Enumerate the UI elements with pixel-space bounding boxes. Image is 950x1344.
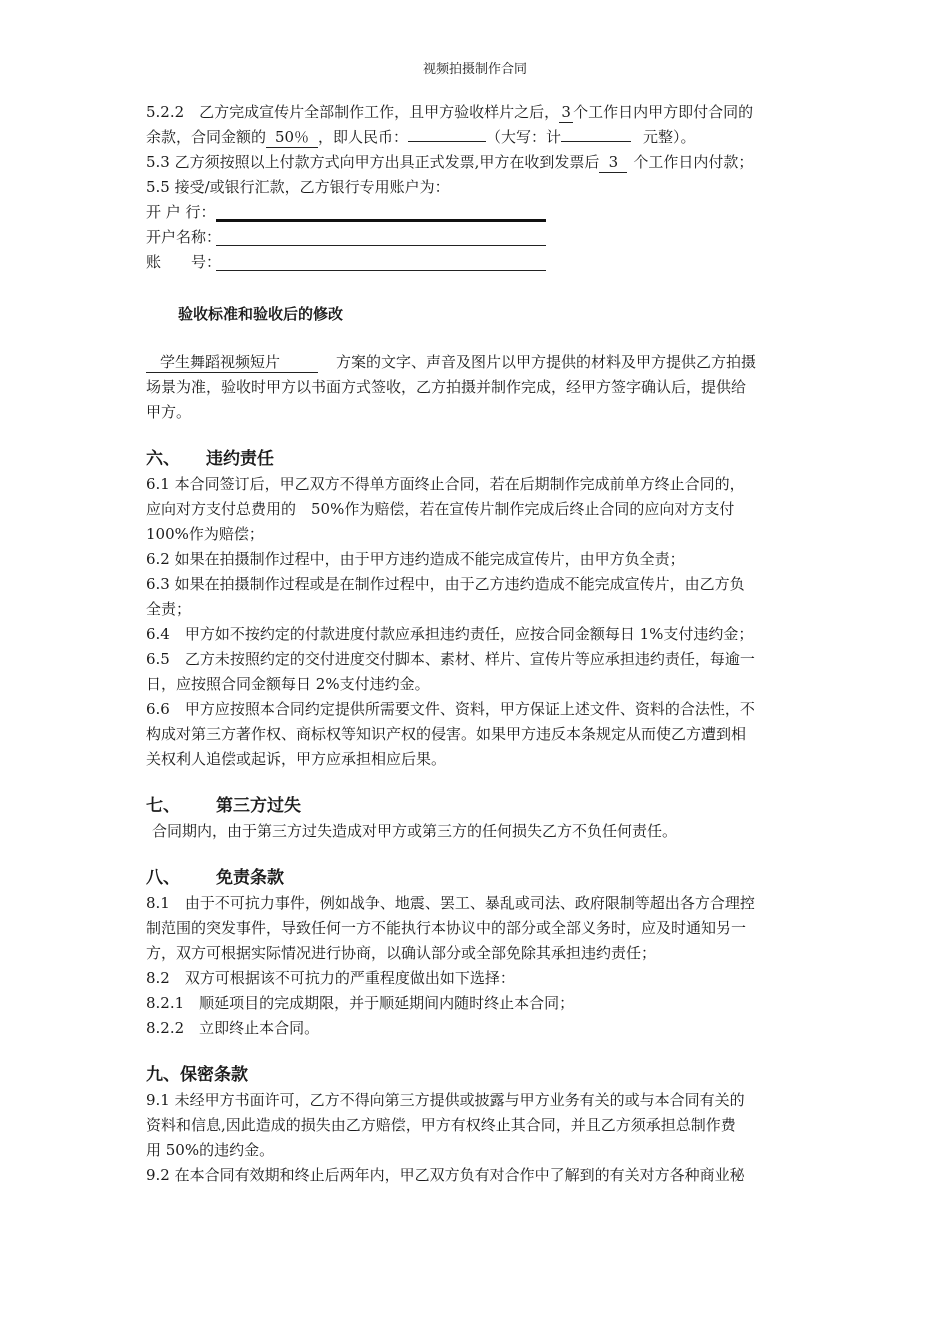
- section-8-heading: [146, 866, 818, 891]
- clause-line: 资料和信息,因此造成的损失由乙方赔偿，甲方有权终止其合同，并且乙方须承担总制作费: [146, 1116, 736, 1134]
- clause-text: ，即人民币：: [318, 128, 409, 146]
- days-blank: 3: [599, 152, 627, 173]
- clause-line: 9.2 在本合同有效期和终止后两年内，甲乙双方负有对合作中了解到的有关对方各种商业秘: [146, 1166, 745, 1184]
- acceptance-line2: 场景为准，验收时甲方以书面方式签收，乙方拍摄并制作完成，经甲方签字确认后，提供给: [146, 378, 747, 396]
- clause-line: 合同期内，由于第三方过失造成对甲方或第三方的任何损失乙方不负任何责任。: [152, 822, 678, 840]
- bank-label: 开 户 行：: [146, 203, 216, 221]
- clause-line: 6.2 如果在拍摄制作过程中，由于甲方违约造成不能完成宣传片，由甲方负全责；: [146, 550, 685, 568]
- clause-5-2-2-line1: [146, 100, 818, 125]
- clause-line: 8.2 双方可根据该不可抗力的严重程度做出如下选择：: [146, 969, 515, 987]
- acceptance-heading: 验收标准和验收后的修改: [178, 305, 344, 323]
- section-number: 八、: [146, 868, 180, 888]
- clause-5-3: [146, 150, 818, 175]
- clause-line: 6.1 本合同签订后，甲乙双方不得单方面终止合同，若在后期制作完成前单方终止合同的，: [146, 475, 745, 493]
- clause-line: 构成对第三方著作权、商标权等知识产权的侵害。如果甲方违反本条规定从而使乙方遭到相: [146, 725, 747, 743]
- section-title: 免责条款: [216, 868, 284, 888]
- section-9-body: [146, 1088, 818, 1188]
- clause-line: 6.4 甲方如不按约定的付款进度付款应承担违约责任，应按合同金额每日 1%支付违约金；: [146, 625, 754, 643]
- clause-5-2-2-line2: [146, 125, 818, 150]
- section-7-body: [146, 819, 818, 844]
- clause-text: 个工作日内付款；: [633, 153, 754, 171]
- clause-line: 8.2.1 顺延项目的完成期限，并于顺延期间内随时终止本合同；: [146, 994, 575, 1012]
- section-9-heading: 九、保密条款: [146, 1065, 248, 1085]
- clause-line: 6.5 乙方未按照约定的交付进度交付脚本、素材、样片、宣传片等应承担违约责任，每逾一: [146, 650, 755, 668]
- clause-line: 日，应按照合同金额每日 2%支付违约金。: [146, 675, 430, 693]
- clause-line: 全责；: [146, 600, 192, 618]
- project-name: 学生舞蹈视频短片: [146, 352, 318, 373]
- clause-line: 6.6 甲方应按照本合同约定提供所需要文件、资料，甲方保证上述文件、资料的合法性，不: [146, 700, 755, 718]
- section-8-body: [146, 891, 818, 1041]
- account-name-blank: [216, 245, 546, 246]
- clause-line: 8.2.2 立即终止本合同。: [146, 1019, 320, 1037]
- clause-line: 用 50%的违约金。: [146, 1141, 275, 1159]
- section-title: 违约责任: [206, 449, 274, 469]
- acceptance-line3: 甲方。: [146, 403, 192, 421]
- clause-text: 元整）。: [643, 128, 696, 146]
- page-header: 视频拍摄制作合同: [422, 62, 527, 77]
- bank-blank: [216, 219, 546, 222]
- clause-line: 100%作为赔偿；: [146, 525, 264, 543]
- clause-text: （大写：计: [486, 128, 562, 146]
- clause-line: 6.3 如果在拍摄制作过程或是在制作过程中，由于乙方违约造成不能完成宣传片，由乙方负: [146, 575, 745, 593]
- section-title: 第三方过失: [216, 796, 301, 816]
- contract-body: [146, 100, 818, 1188]
- section-6-body: [146, 472, 818, 772]
- clause-text: 个工作日内甲方即付合同的: [573, 103, 754, 121]
- clause-line: 应向对方支付总费用的 50%作为赔偿，若在宣传片制作完成后终止合同的应向对方支付: [146, 500, 735, 518]
- account-name-label: 开户名称：: [146, 228, 222, 246]
- acceptance-line1: [146, 350, 818, 375]
- clause-line: 8.1 由于不可抗力事件，例如战争、地震、罢工、暴乱或司法、政府限制等超出各方合理控: [146, 894, 755, 912]
- bank-row: [146, 200, 818, 225]
- clause-5-5: 5.5 接受/或银行汇款，乙方银行专用账户为：: [146, 178, 450, 196]
- days-blank: 3: [559, 102, 573, 123]
- clause-text: 5.3 乙方须按照以上付款方式向甲方出具正式发票,甲方在收到发票后: [146, 153, 600, 171]
- clause-text: 5.2.2 乙方完成宣传片全部制作工作，且甲方验收样片之后，: [146, 103, 560, 121]
- clause-line: 9.1 未经甲方书面许可，乙方不得向第三方提供或披露与甲方业务有关的或与本合同有关的: [146, 1091, 745, 1109]
- section-7-heading: [146, 794, 818, 819]
- clause-text: 余款，合同金额的: [146, 128, 267, 146]
- amount-blank: [408, 141, 486, 142]
- account-number-label: 账 号：: [146, 253, 222, 271]
- account-name-row: [146, 225, 818, 250]
- section-number: 六、: [146, 449, 180, 469]
- clause-line: 关权利人追偿或起诉，甲方应承担相应后果。: [146, 750, 447, 768]
- percent-blank: 50％: [266, 127, 318, 148]
- section-6-heading: [146, 447, 818, 472]
- section-number: 七、: [146, 796, 180, 816]
- account-number-blank: [216, 270, 546, 271]
- clause-line: 制范围的突发事件，导致任何一方不能执行本协议中的部分或全部义务时，应及时通知另一: [146, 919, 747, 937]
- amount-capital-blank: [561, 141, 631, 142]
- clause-line: 方，双方可根据实际情况进行协商，以确认部分或全部免除其承担违约责任；: [146, 944, 657, 962]
- clause-text: 方案的文字、声音及图片以甲方提供的材料及甲方提供乙方拍摄: [336, 353, 757, 371]
- account-number-row: [146, 250, 818, 275]
